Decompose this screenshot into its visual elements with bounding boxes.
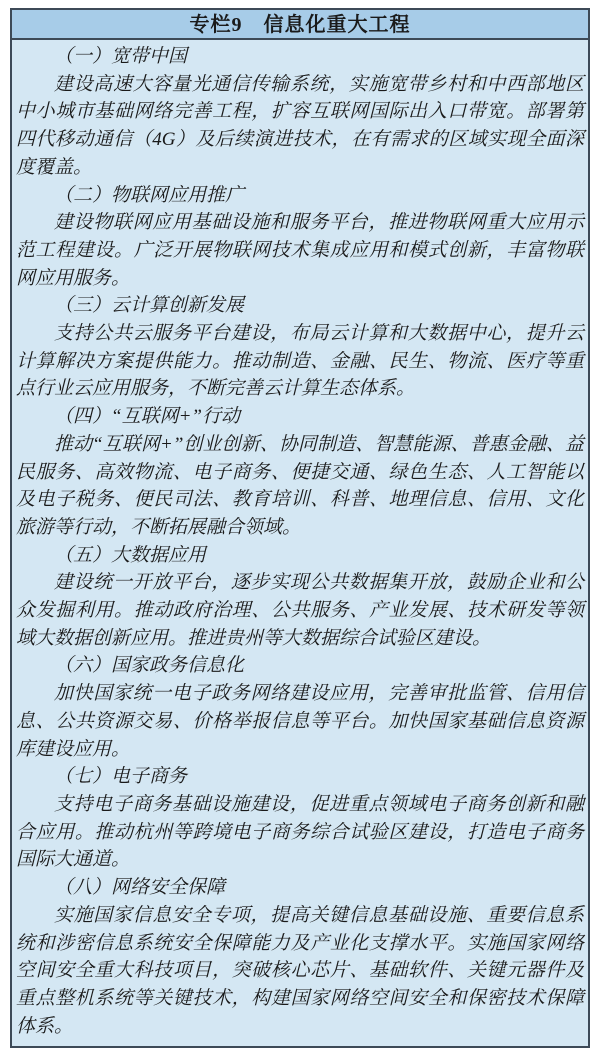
section-big-data <box>16 542 584 653</box>
section-text: 支持电子商务基础设施建设，促进重点领域电子商务创新和融合应用。推动杭州等跨境电子商务综合试验区建设，打造电子商务国际大通道。 <box>16 793 584 871</box>
section-text: 建设高速大容量光通信传输系统，实施宽带乡村和中西部地区中小城市基础网络完善工程，扩容互联网国际出入口带宽。部署第四代移动通信（4G）及后续演进技术，在有需求的区域实现全面深度覆盖。 <box>16 73 584 178</box>
section-heading: （一）宽带中国 <box>54 46 188 67</box>
section-cloud-computing <box>16 292 584 403</box>
section-heading: （六）国家政务信息化 <box>54 655 245 677</box>
section-text: 推动“互联网+”创业创新、协同制造、智慧能源、普惠金融、益民服务、高效物流、电子商务、便捷交通、绿色生态、人工智能以及电子税务、便民司法、教育培训、科普、地理信息、信用、文化旅游等行动，不断拓展融合领域。 <box>16 433 584 538</box>
section-egov-informatization <box>16 652 584 763</box>
panel-body <box>12 40 588 1046</box>
section-heading: （三）云计算创新发展 <box>54 295 245 317</box>
section-heading: （七）电子商务 <box>54 766 188 788</box>
section-iot-promotion <box>16 182 584 293</box>
section-heading: （八）网络安全保障 <box>54 877 226 899</box>
section-text: 建设统一开放平台，逐步实现公共数据集开放，鼓励企业和公众发掘利用。推动政府治理、公共服务、产业发展、技术研发等领域大数据创新应用。推进贵州等大数据综合试验区建设。 <box>16 572 584 649</box>
section-heading: （二）物联网应用推广 <box>54 184 245 206</box>
section-text: 加快国家统一电子政务网络建设应用，完善审批监管、信用信息、公共资源交易、价格举报信息等平台。加快国家基础信息资源库建设应用。 <box>16 683 584 760</box>
section-text: 实施国家信息安全专项，提高关键信息基础设施、重要信息系统和涉密信息系统安全保障能力及产业化支撑水平。实施国家网络空间安全重大科技项目，突破核心芯片、基础软件、关键元器件及重点整机系统等关键技术，构建国家网络空间安全和保密技术保障体系。 <box>16 904 584 1037</box>
section-text: 支持公共云服务平台建设，布局云计算和大数据中心，提升云计算解决方案提供能力。推动制造、金融、民生、物流、医疗等重点行业云应用服务，不断完善云计算生态体系。 <box>16 323 584 400</box>
section-text: 建设物联网应用基础设施和服务平台，推进物联网重大应用示范工程建设。广泛开展物联网技术集成应用和模式创新，丰富物联网应用服务。 <box>16 212 584 289</box>
panel-title: 专栏9 信息化重大工程 <box>12 10 588 40</box>
section-heading: （五）大数据应用 <box>54 544 207 566</box>
info-box-panel <box>10 8 590 1048</box>
section-cybersecurity <box>16 874 584 1040</box>
section-ecommerce <box>16 763 584 874</box>
section-heading: （四）“互联网+”行动 <box>54 406 240 428</box>
section-broadband-china <box>16 43 584 182</box>
section-internet-plus <box>16 403 584 542</box>
